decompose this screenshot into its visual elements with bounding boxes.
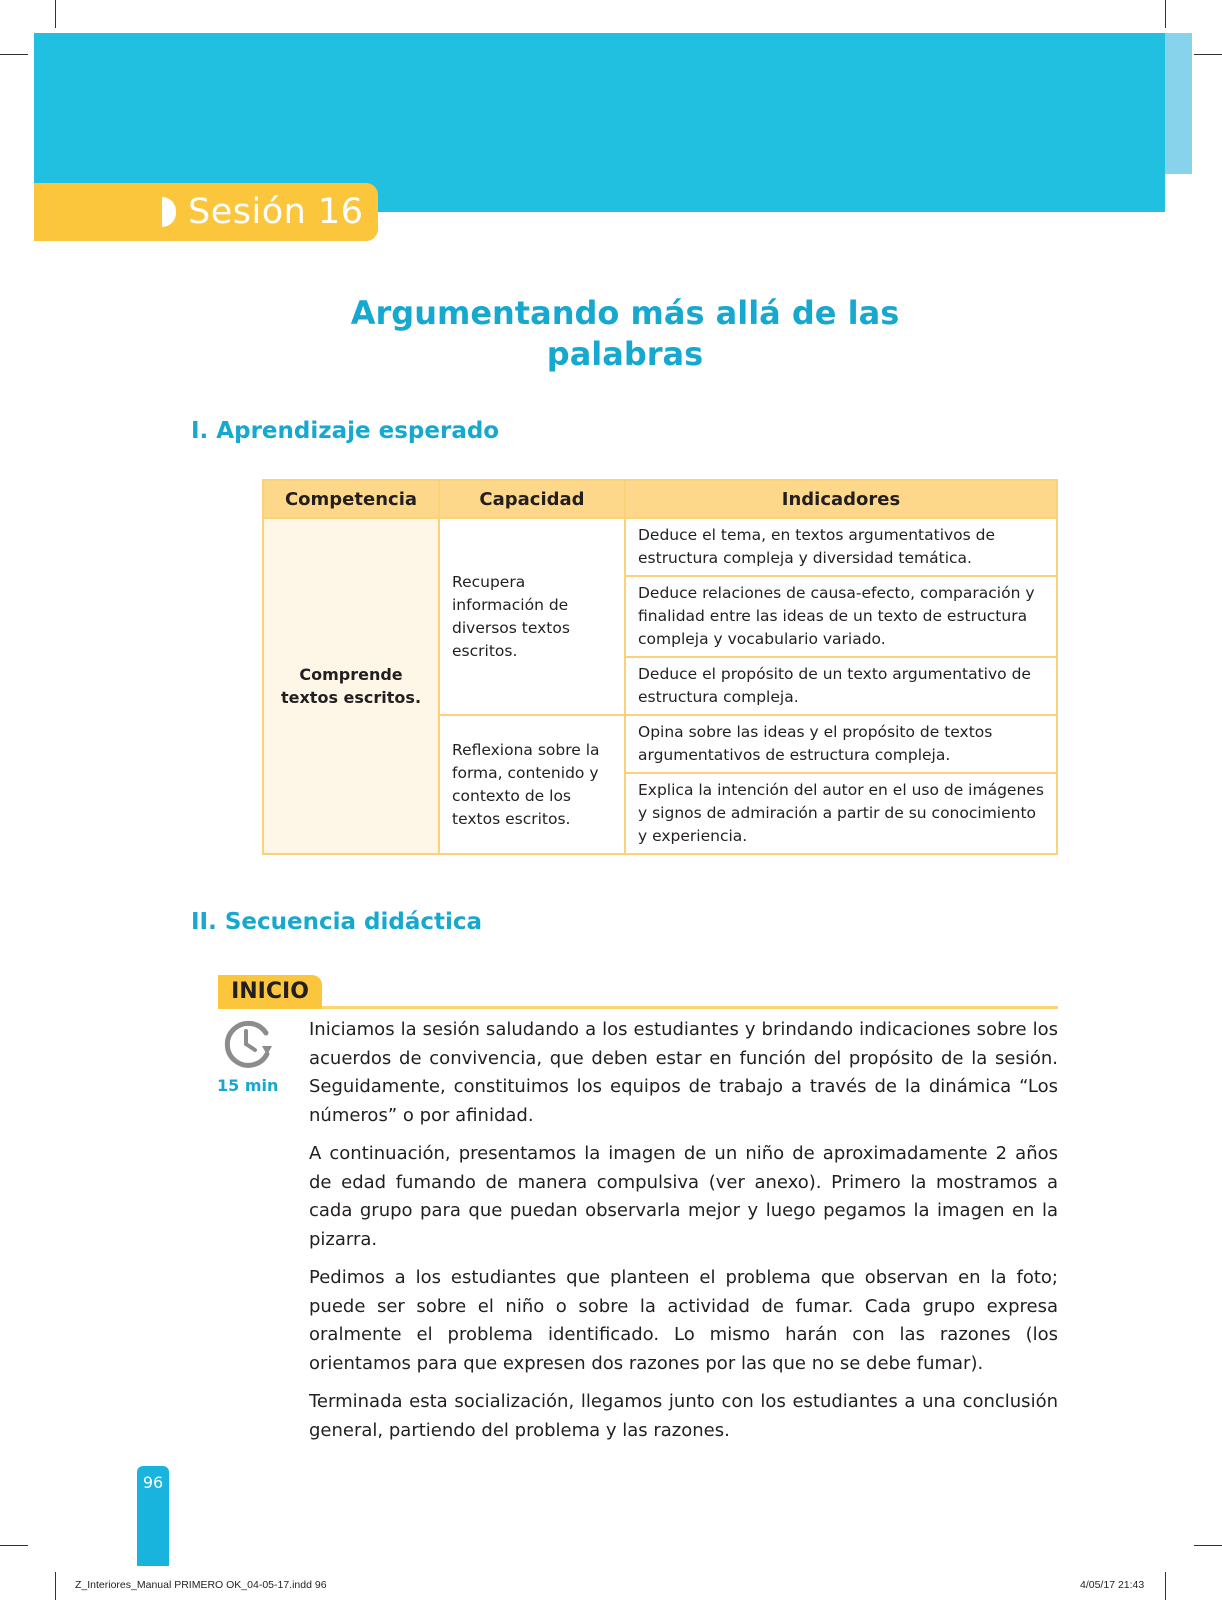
half-circle-icon xyxy=(162,197,176,227)
inicio-body xyxy=(309,1016,1058,1455)
page-title: Argumentando más allá de las palabras xyxy=(350,294,900,373)
competencia-cell: Comprende textos escritos. xyxy=(263,518,439,854)
crop-mark xyxy=(55,1572,56,1600)
learning-table xyxy=(262,479,1058,855)
footer-timestamp: 4/05/17 21:43 xyxy=(1080,1579,1145,1591)
paragraph: Iniciamos la sesión saludando a los estudiantes y brindando indicaciones sobre los acuerdos de convivencia, que deben estar en función del propósito de la sesión. Seguidamente, constituimos los equipos de trabajo a través de la dinámica “Los números” o por afinidad. xyxy=(309,1019,1058,1126)
inicio-divider xyxy=(218,1006,1058,1009)
clock-icon xyxy=(222,1018,276,1070)
crop-mark xyxy=(1165,1572,1166,1600)
inicio-tag: INICIO xyxy=(218,975,322,1009)
indicador-cell: Deduce el tema, en textos argumentativos de estructura compleja y diversidad temática. xyxy=(625,518,1057,576)
indicador-cell: Opina sobre las ideas y el propósito de textos argumentativos de estructura compleja. xyxy=(625,715,1057,773)
crop-mark xyxy=(0,54,28,55)
page-number: 96 xyxy=(142,1473,164,1492)
crop-mark xyxy=(55,0,56,28)
session-badge xyxy=(34,183,378,241)
column-header: Capacidad xyxy=(439,480,625,518)
paragraph: A continuación, presentamos la imagen de un niño de aproximadamente 2 años de edad fumando de manera compulsiva (ver anexo). Primero la mostramos a cada grupo para que puedan observarla mejor y luego pegamos la imagen en la pizarra. xyxy=(309,1143,1058,1250)
paragraph: Terminada esta socialización, llegamos junto con los estudiantes a una conclusión general, partiendo del problema y las razones. xyxy=(309,1391,1058,1441)
time-label: 15 min xyxy=(217,1076,279,1095)
session-label: Sesión 16 xyxy=(188,192,364,232)
section-heading-secuencia: II. Secuencia didáctica xyxy=(191,909,483,935)
footer-filename: Z_Interiores_Manual PRIMERO OK_04-05-17.indd 96 xyxy=(75,1579,327,1591)
crop-mark xyxy=(1194,1545,1222,1546)
crop-mark xyxy=(0,1545,28,1546)
paragraph: Pedimos a los estudiantes que planteen el problema que observan en la foto; puede ser sobre el niño o sobre la actividad de fumar. Cada grupo expresa oralmente el problema identificado. Lo mismo harán con las razones (los orientamos para que expresen dos razones por las que no se debe fumar). xyxy=(309,1267,1058,1374)
column-header: Indicadores xyxy=(625,480,1057,518)
indicador-cell: Deduce el propósito de un texto argumentativo de estructura compleja. xyxy=(625,657,1057,715)
crop-mark xyxy=(1165,0,1166,28)
crop-mark xyxy=(1194,54,1222,55)
table-header-row xyxy=(263,480,1057,518)
column-header: Competencia xyxy=(263,480,439,518)
section-heading-aprendizaje: I. Aprendizaje esperado xyxy=(191,418,500,444)
indicador-cell: Deduce relaciones de causa-efecto, comparación y finalidad entre las ideas de un texto de estructura compleja y vocabulario variado. xyxy=(625,576,1057,657)
capacidad-cell: Reflexiona sobre la forma, contenido y contexto de los textos escritos. xyxy=(439,715,625,854)
header-side-tab xyxy=(1165,33,1192,174)
indicador-cell: Explica la intención del autor en el uso de imágenes y signos de admiración a partir de su conocimiento y experiencia. xyxy=(625,773,1057,854)
table-row xyxy=(263,518,1057,576)
capacidad-cell: Recupera información de diversos textos escritos. xyxy=(439,518,625,715)
